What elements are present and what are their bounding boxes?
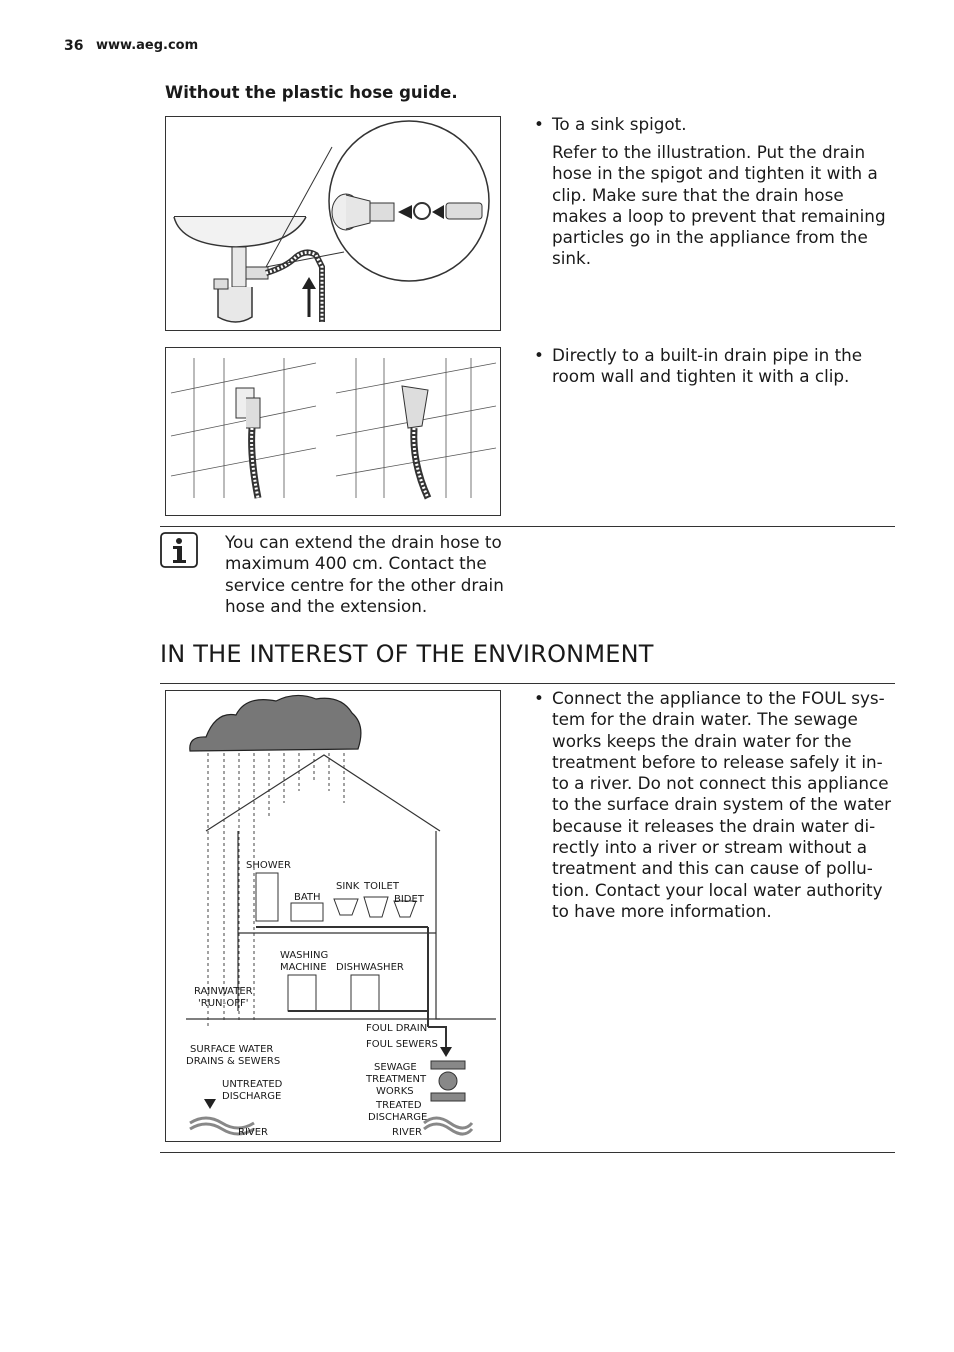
label-bidet: BIDET (394, 894, 424, 905)
header-url: www.aeg.com (96, 38, 199, 53)
divider (160, 683, 895, 684)
environment-text: Connect the appliance to the FOUL sys-tem for the drain water. The sewage works keeps the drain water for the treatment before to release safely it in-to a river. Do not connect this appliance to the surface drain system of the water because it releases the drain water di-rectly into a river or stream without a treatment and this can cause of pollu-tion. Contact your local water authority to have more information. (552, 688, 892, 921)
label-untreated-1: UNTREATED (222, 1079, 283, 1090)
label-rainwater-1: RAINWATER (194, 986, 253, 997)
info-note: You can extend the drain hose to maximum 400 cm. Contact the service centre for the other drain hose and the extension. (225, 532, 504, 616)
sink-spigot-illustration (165, 116, 501, 331)
section-heading: IN THE INTEREST OF THE ENVIRONMENT (160, 640, 654, 668)
label-surface-1: SURFACE WATER (190, 1044, 274, 1055)
wall-drain-text: Directly to a built-in drain pipe in the room wall and tighten it with a clip. (552, 345, 863, 387)
label-dishwasher: DISHWASHER (336, 962, 404, 973)
bullet-marker: • (534, 688, 544, 708)
bullet-marker: • (534, 345, 544, 365)
label-untreated-2: DISCHARGE (222, 1091, 282, 1102)
section-subheading: Without the plastic hose guide. (165, 83, 458, 102)
divider (160, 1152, 895, 1153)
label-rainwater-2: 'RUN-OFF' (198, 998, 249, 1009)
label-toilet: TOILET (364, 881, 399, 892)
label-sewage-2: TREATMENT (366, 1074, 427, 1085)
label-foul-drain: FOUL DRAIN (366, 1023, 428, 1034)
page-number: 36 (64, 38, 84, 54)
label-washing-1: WASHING (280, 950, 329, 961)
label-shower: SHOWER (246, 860, 291, 871)
label-sink: SINK (336, 881, 360, 892)
label-river-right: RIVER (392, 1127, 423, 1138)
sink-spigot-title: To a sink spigot. (552, 114, 687, 134)
label-sewage-1: SEWAGE (374, 1062, 417, 1073)
label-surface-2: DRAINS & SEWERS (186, 1056, 281, 1067)
divider (160, 526, 895, 527)
label-river-left: RIVER (238, 1127, 269, 1138)
label-treated-1: TREATED (376, 1100, 422, 1111)
info-icon (160, 532, 198, 568)
wall-drain-illustration (165, 347, 501, 516)
label-sewage-3: WORKS (376, 1086, 414, 1097)
bullet-marker: • (534, 114, 544, 134)
label-bath: BATH (294, 892, 321, 903)
label-washing-2: MACHINE (280, 962, 327, 973)
drainage-system-diagram (165, 690, 501, 1142)
sink-spigot-body: Refer to the illustration. Put the drain hose in the spigot and tighten it with a clip. Make sure that the drain hose makes a loop to prevent that remaining particles go in the appliance from the sink. (552, 142, 886, 269)
label-foul-sewers: FOUL SEWERS (366, 1039, 438, 1050)
label-treated-2: DISCHARGE (368, 1112, 428, 1123)
